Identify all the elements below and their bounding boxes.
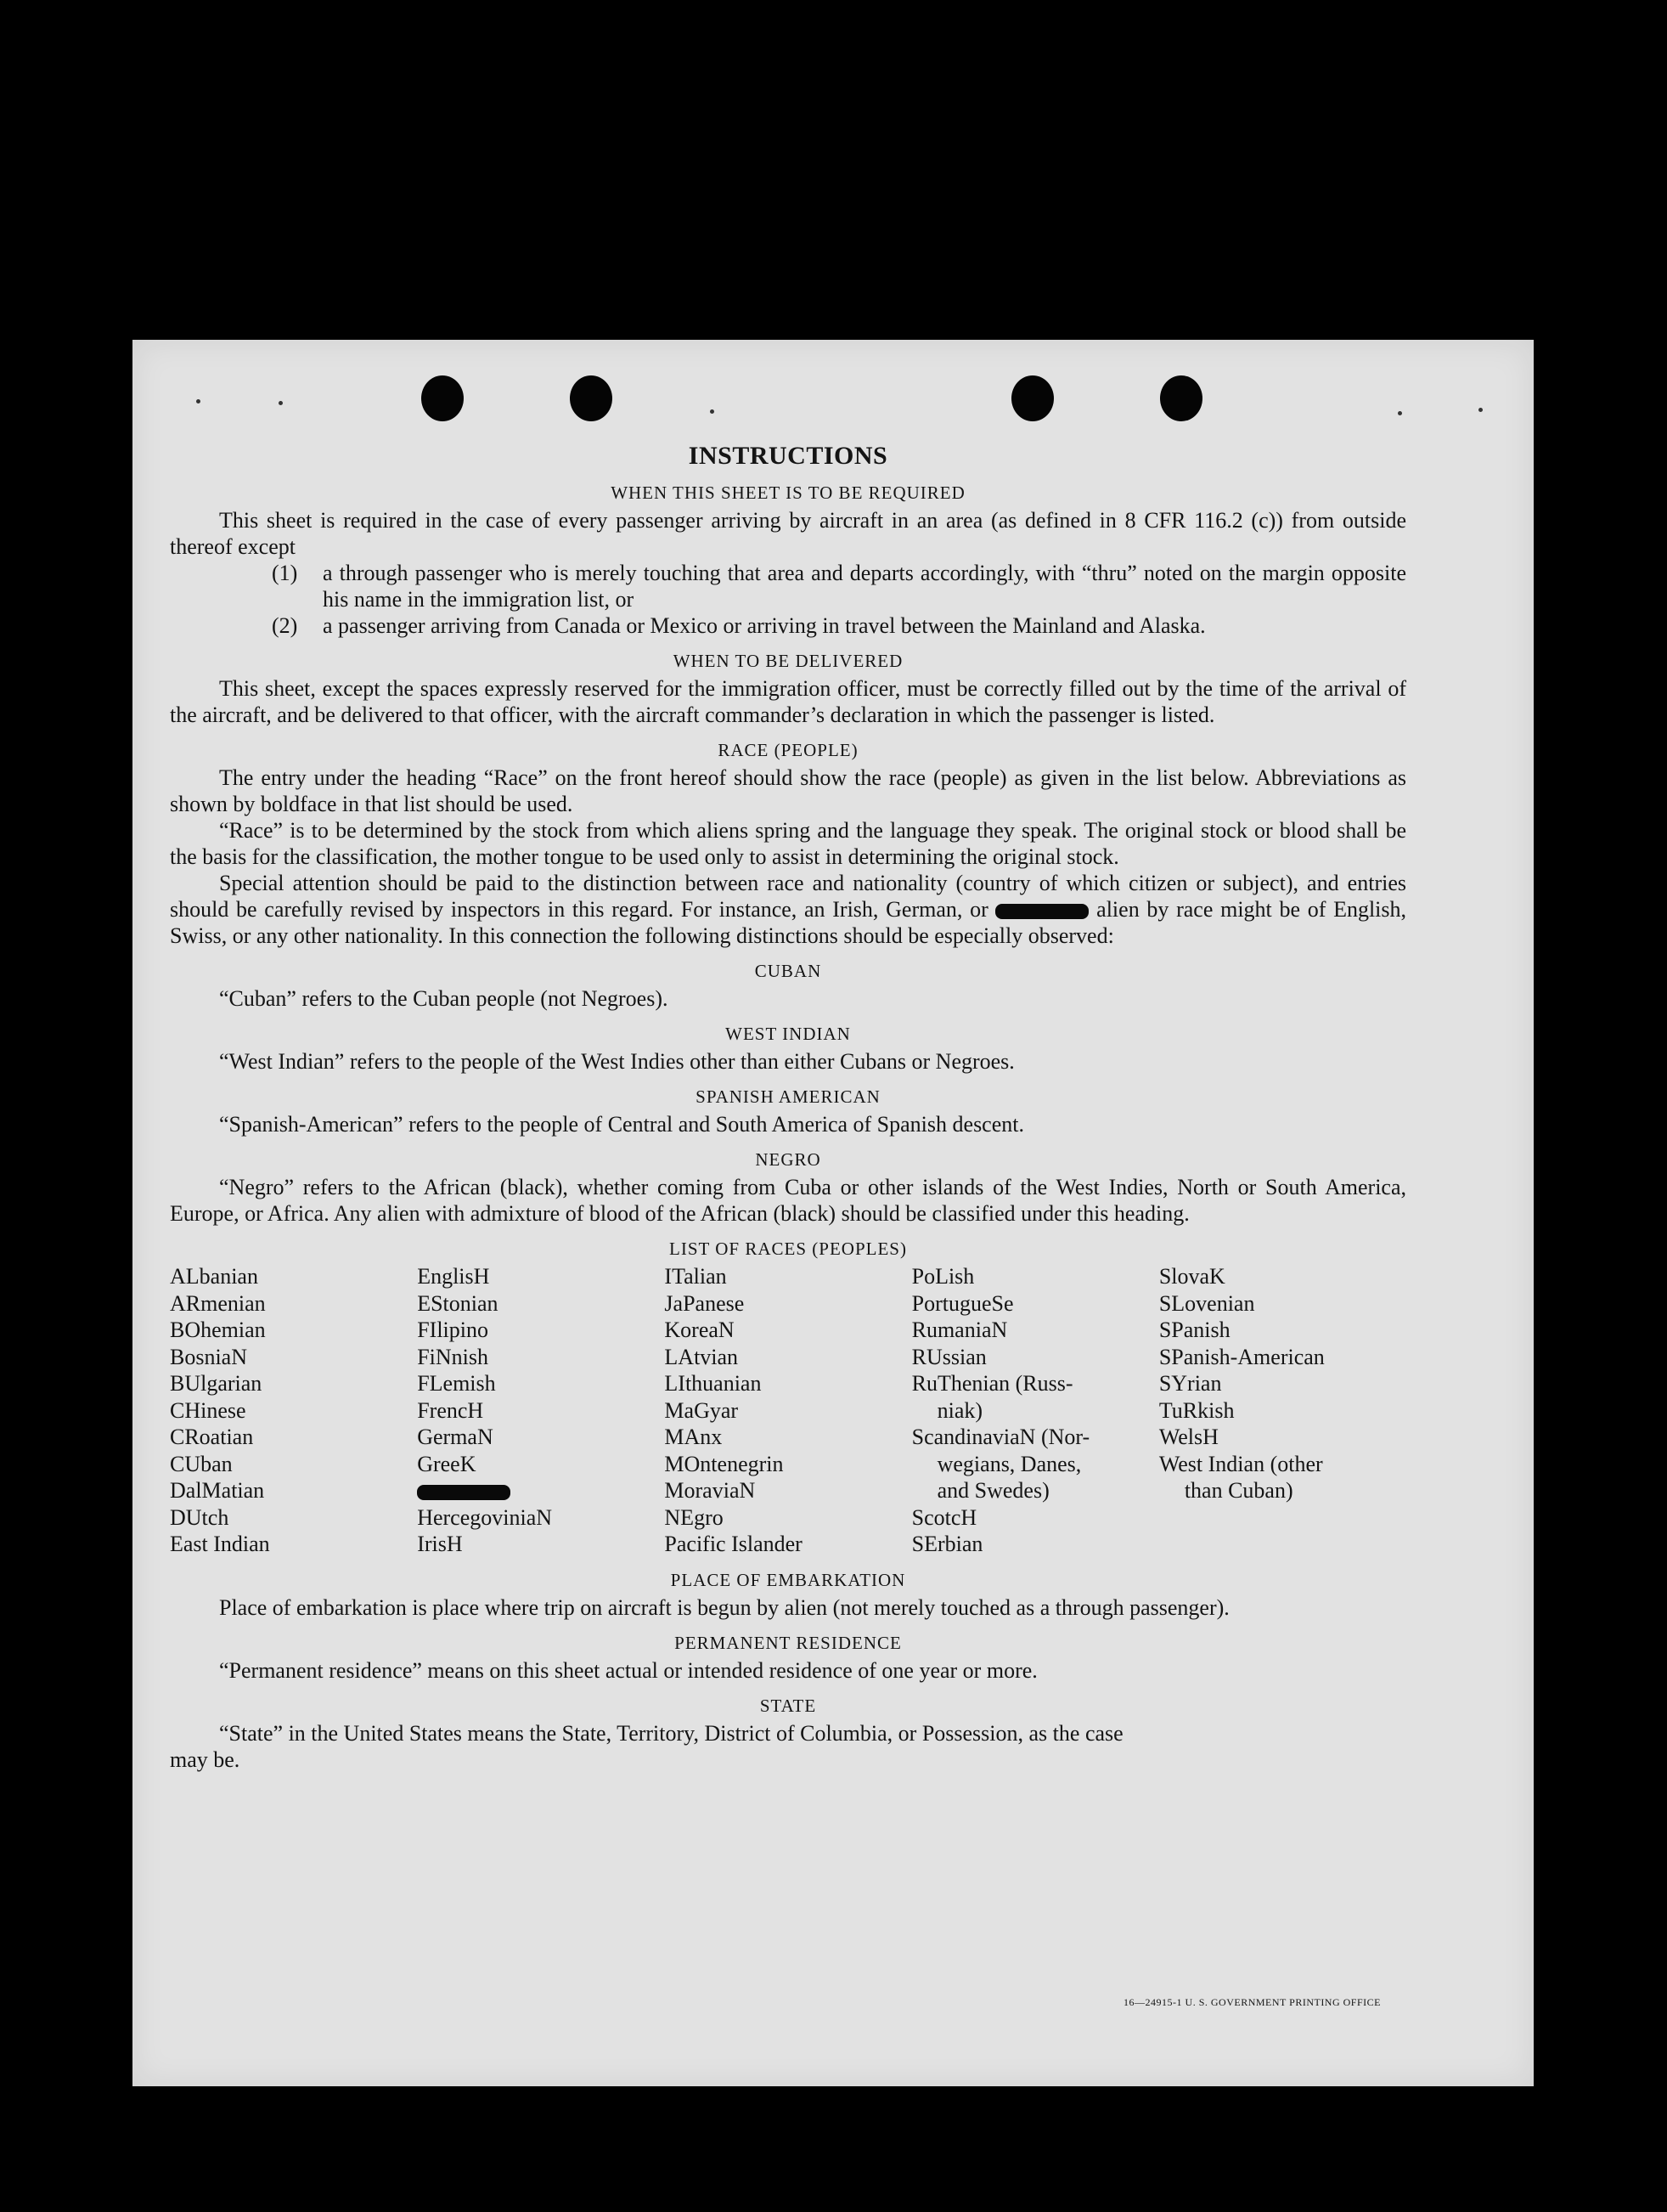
page-title: INSTRUCTIONS bbox=[688, 442, 888, 470]
list-item bbox=[170, 612, 1406, 639]
section-heading: WEST INDIAN bbox=[725, 1024, 851, 1044]
paragraph: “Cuban” refers to the Cuban people (not Negroes). bbox=[219, 986, 668, 1011]
race-entry: CUban bbox=[170, 1451, 233, 1476]
race-entry: ITalian bbox=[664, 1264, 727, 1289]
race-entry: MOntenegrin bbox=[664, 1451, 784, 1476]
race-entry: SlovaK bbox=[1158, 1264, 1225, 1289]
section-heading: PLACE OF EMBARKATION bbox=[670, 1569, 906, 1590]
race-entry: ALbanian bbox=[170, 1264, 258, 1289]
race-entry: TuRkish bbox=[1158, 1397, 1235, 1423]
race-entry: West Indian (other bbox=[1158, 1451, 1323, 1476]
race-entry: DUtch bbox=[170, 1504, 229, 1530]
race-entry: HercegoviniaN bbox=[417, 1504, 553, 1530]
race-entry: FIlipino bbox=[417, 1318, 488, 1342]
instructions-text bbox=[170, 442, 1406, 1773]
races-column bbox=[417, 1263, 664, 1558]
race-entry: BosniaN bbox=[170, 1344, 247, 1369]
race-entry: EStonian bbox=[417, 1290, 498, 1316]
race-entry: Pacific Islander bbox=[664, 1532, 803, 1556]
paragraph: The entry under the heading “Race” on the front hereof should show the race (people) as given in the list below. Abbreviations as shown by boldface in that list should be used. bbox=[170, 765, 1406, 816]
section-heading: STATE bbox=[759, 1695, 817, 1716]
item-number: (1) bbox=[272, 561, 298, 585]
list-item bbox=[170, 560, 1406, 612]
speck bbox=[1478, 408, 1483, 412]
section-heading: PERMANENT RESIDENCE bbox=[674, 1632, 902, 1653]
paragraph: “Negro” refers to the African (black), whether coming from Cuba or other islands of the West Indies, North or South America, Europe, or Africa. Any alien with admixture of blood of the African (black) should be classified under this heading. bbox=[170, 1175, 1406, 1226]
paragraph: This sheet is required in the case of every passenger arriving by aircraft in an area (as defined in 8 CFR 116.2 (c)) from outside thereof except bbox=[170, 508, 1406, 559]
races-column bbox=[912, 1263, 1159, 1558]
race-entry: PortugueSe bbox=[911, 1290, 1014, 1316]
punch-hole bbox=[570, 375, 612, 421]
race-entry: BOhemian bbox=[170, 1318, 266, 1342]
section-heading: WHEN THIS SHEET IS TO BE REQUIRED bbox=[611, 482, 966, 503]
paragraph-part: Special attention should be paid to the distinction between race and nationality (country of which citizen or subject), and entries should be carefully revised by inspectors in this regard. For instance, an Irish, German, or bbox=[170, 871, 1406, 922]
races-column bbox=[664, 1263, 911, 1558]
race-entry: JaPanese bbox=[664, 1290, 745, 1316]
speck bbox=[710, 409, 714, 414]
race-entry: MaGyar bbox=[664, 1397, 739, 1423]
paragraph-part: alien by race might be of English, Swiss, or any other nationality. In this connection the following distinctions should be especially observed: bbox=[170, 897, 1407, 948]
paragraph: Place of embarkation is place where trip on aircraft is begun by alien (not merely touched as a through passenger). bbox=[219, 1594, 1230, 1620]
item-text: a passenger arriving from Canada or Mexico or arriving in travel between the Mainland and Alaska. bbox=[323, 613, 1206, 638]
section-heading: RACE (PEOPLE) bbox=[718, 740, 859, 760]
paragraph: “Spanish-American” refers to the people of Central and South America of Spanish descent. bbox=[219, 1112, 1024, 1137]
race-entry: GermaN bbox=[417, 1425, 493, 1449]
section-heading: CUBAN bbox=[754, 961, 822, 981]
speck bbox=[1398, 411, 1402, 415]
paragraph bbox=[170, 870, 1406, 949]
race-entry: ScotcH bbox=[911, 1504, 977, 1530]
item-text: a through passenger who is merely touching that area and departs accordingly, with “thru” noted on the margin opposite his name in the immigration list, or bbox=[323, 561, 1406, 612]
redaction-mark bbox=[417, 1477, 664, 1504]
paragraph: “State” in the United States means the State, Territory, District of Columbia, or Possession, as the case bbox=[219, 1720, 1124, 1746]
race-entry: GreeK bbox=[417, 1451, 476, 1476]
speck bbox=[196, 399, 200, 403]
race-entry: RumaniaN bbox=[911, 1318, 1008, 1342]
race-entry: SLovenian bbox=[1158, 1290, 1255, 1316]
paragraph: “West Indian” refers to the people of the West Indies other than either Cubans or Negroes. bbox=[219, 1049, 1015, 1074]
race-entry: than Cuban) bbox=[1184, 1478, 1293, 1503]
section-heading: LIST OF RACES (PEOPLES) bbox=[669, 1239, 907, 1259]
redaction-mark bbox=[417, 1485, 510, 1500]
race-entry: RUssian bbox=[911, 1344, 987, 1369]
race-entry: LAtvian bbox=[664, 1344, 739, 1369]
speck bbox=[279, 401, 283, 405]
race-entry: MoraviaN bbox=[664, 1478, 756, 1503]
section-heading: WHEN TO BE DELIVERED bbox=[673, 651, 904, 671]
race-entry: KoreaN bbox=[664, 1318, 735, 1342]
race-entry: FLemish bbox=[417, 1371, 496, 1396]
race-entry: MAnx bbox=[664, 1425, 723, 1449]
race-entry: ARmenian bbox=[170, 1290, 266, 1316]
race-entry: EnglisH bbox=[417, 1264, 490, 1289]
paragraph: “Permanent residence” means on this sheet actual or intended residence of one year or more. bbox=[219, 1657, 1038, 1683]
race-entry: PoLish bbox=[911, 1264, 975, 1289]
paragraph: This sheet, except the spaces expressly reserved for the immigration officer, must be correctly filled out by the time of the arrival of the aircraft, and be delivered to that officer, with the aircraft commander’s declaration in which the passenger is listed. bbox=[170, 676, 1406, 727]
redaction-mark bbox=[995, 904, 1089, 919]
races-column bbox=[1159, 1263, 1406, 1558]
race-entry: wegians, Danes, bbox=[937, 1451, 1082, 1476]
race-entry: CHinese bbox=[170, 1397, 246, 1423]
race-entry: and Swedes) bbox=[937, 1478, 1050, 1503]
races-column bbox=[170, 1263, 417, 1558]
race-entry: CRoatian bbox=[170, 1425, 254, 1449]
item-number: (2) bbox=[272, 613, 298, 638]
paragraph: “Race” is to be determined by the stock from which aliens spring and the language they speak. The original stock or blood shall be the basis for the classification, the mother tongue to be used only to assist in determining the original stock. bbox=[170, 818, 1406, 869]
race-entry: NEgro bbox=[664, 1504, 724, 1530]
race-entry: IrisH bbox=[417, 1532, 463, 1556]
race-entry: RuThenian (Russ- bbox=[911, 1371, 1073, 1396]
document-page bbox=[132, 340, 1534, 2086]
race-entry: BUlgarian bbox=[170, 1371, 262, 1396]
race-entry: FrencH bbox=[417, 1397, 484, 1423]
section-heading: NEGRO bbox=[755, 1149, 821, 1170]
race-entry: ScandinaviaN (Nor- bbox=[911, 1425, 1090, 1449]
printing-office-footnote: 16—24915-1 U. S. GOVERNMENT PRINTING OFFICE bbox=[1124, 1996, 1381, 2008]
punch-hole bbox=[421, 375, 464, 421]
punch-hole bbox=[1011, 375, 1054, 421]
race-entry: SPanish-American bbox=[1158, 1344, 1325, 1369]
race-entry: SErbian bbox=[911, 1532, 983, 1556]
paragraph: may be. bbox=[170, 1746, 240, 1772]
race-entry: SYrian bbox=[1158, 1371, 1222, 1396]
race-entry: WelsH bbox=[1158, 1425, 1219, 1449]
race-entry: niak) bbox=[937, 1397, 983, 1423]
race-entry: DalMatian bbox=[170, 1478, 265, 1503]
race-entry: East Indian bbox=[170, 1532, 270, 1556]
race-entry: FiNnish bbox=[417, 1344, 489, 1369]
section-heading: SPANISH AMERICAN bbox=[696, 1086, 881, 1107]
races-list bbox=[170, 1263, 1406, 1558]
race-entry: LIthuanian bbox=[664, 1371, 762, 1396]
punch-hole bbox=[1160, 375, 1202, 421]
race-entry: SPanish bbox=[1158, 1318, 1231, 1342]
